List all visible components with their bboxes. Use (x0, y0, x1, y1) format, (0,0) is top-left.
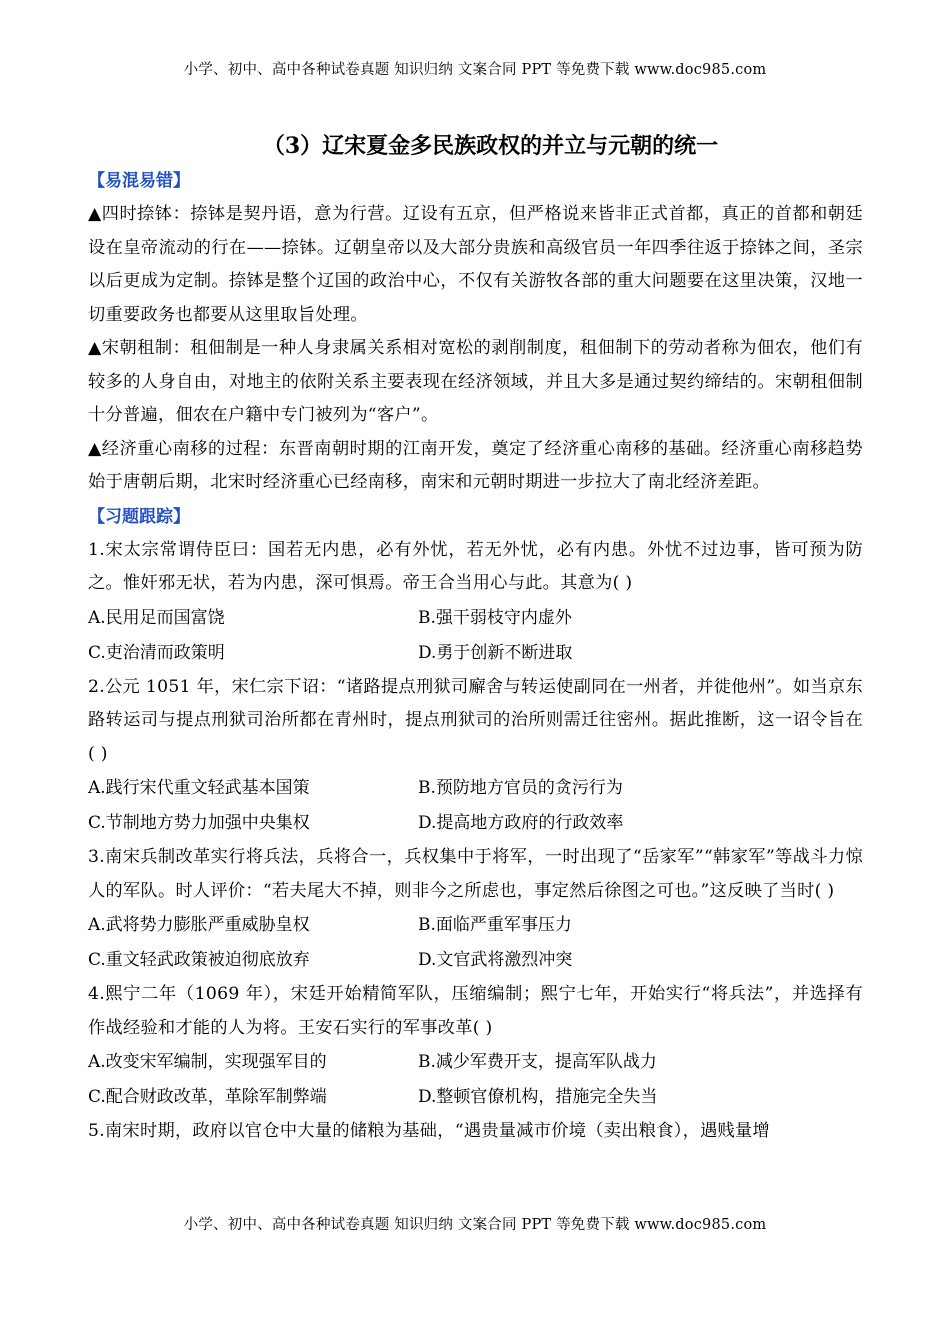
question-2 (88, 671, 863, 842)
question-stem: 3.南宋兵制改革实行将兵法，兵将合一，兵权集中于将军，一时出现了“岳家军”“韩家军”等战斗力惊人的军队。时人评价：“若夫尾大不掉，则非今之所虑也，事定然后徐图之可也。”这反映了当时( ) (88, 847, 863, 901)
option-c: C.吏治清而政策明 (88, 642, 225, 663)
option-a: A.践行宋代重文轻武基本国策 (88, 778, 310, 798)
section-heading-exercises: 【习题跟踪】 (88, 506, 190, 527)
option-a: A.武将势力膨胀严重威胁皇权 (88, 915, 310, 935)
document-body (88, 128, 863, 1149)
page-footer: 小学、初中、高中各种试卷真题 知识归纳 文案合同 PPT 等免费下载 www.doc985.com (183, 1217, 767, 1233)
question-4 (88, 978, 863, 1115)
page-title: （3）辽宋夏金多民族政权的并立与元朝的统一 (262, 133, 719, 159)
option-d: D.勇于创新不断进取 (418, 642, 573, 663)
question-stem: 1.宋太宗常谓侍臣曰：国若无内患，必有外忧，若无外忧，必有内患。外忧不过边事，皆可预为防之。惟奸邪无状，若为内患，深可惧焉。帝王合当用心与此。其意为( ) (88, 539, 863, 593)
option-b: B.减少军费开支，提高军队战力 (418, 1052, 657, 1072)
option-d: D.整顿官僚机构，措施完全失当 (418, 1087, 658, 1107)
option-d: D.提高地方政府的行政效率 (418, 813, 624, 833)
question-3 (88, 841, 863, 978)
option-c: C.节制地方势力加强中央集权 (88, 813, 310, 833)
option-a: A.改变宋军编制，实现强军目的 (88, 1052, 327, 1072)
question-1 (88, 534, 863, 671)
section-heading-confusion: 【易混易错】 (88, 171, 190, 191)
question-stem: 4.熙宁二年（1069 年），宋廷开始精简军队，压缩编制；熙宁七年，开始实行“将兵法”，并选择有作战经验和才能的人为将。王安石实行的军事改革( ) (88, 984, 863, 1038)
option-a: A.民用足而国富饶 (88, 607, 225, 628)
option-d: D.文官武将激烈冲突 (418, 950, 573, 970)
option-c: C.配合财政改革，革除军制弊端 (88, 1087, 327, 1107)
question-stem: 2.公元 1051 年，宋仁宗下诏：“诸路提点刑狱司廨舍与转运使副同在一州者，并徙他州”。如当京东路转运司与提点刑狱司治所都在青州时，提点刑狱司的治所则需迁往密州。据此推断，这一诏令旨在( ) (88, 676, 863, 764)
note-paragraph: ▲宋朝租制：租佃制是一种人身隶属关系相对宽松的剥削制度，租佃制下的劳动者称为佃农，他们有较多的人身自由，对地主的依附关系主要表现在经济领域，并且大多是通过契约缔结的。宋朝租佃制十分普遍，佃农在户籍中专门被列为“客户”。 (88, 338, 863, 425)
option-b: B.预防地方官员的贪污行为 (418, 778, 623, 798)
option-b: B.强干弱枝守内虚外 (418, 607, 572, 628)
note-paragraph: ▲经济重心南移的过程：东晋南朝时期的江南开发，奠定了经济重心南移的基础。经济重心南移趋势始于唐朝后期，北宋时经济重心已经南移，南宋和元朝时期进一步拉大了南北经济差距。 (88, 438, 863, 492)
page-header: 小学、初中、高中各种试卷真题 知识归纳 文案合同 PPT 等免费下载 www.doc985.com (183, 62, 767, 78)
question-5-stem: 5.南宋时期，政府以官仓中大量的储粮为基础，“遇贵量减市价境（卖出粮食），遇贱量增 (88, 1121, 771, 1141)
option-c: C.重文轻武政策被迫彻底放弃 (88, 950, 310, 970)
option-b: B.面临严重军事压力 (418, 915, 572, 935)
note-paragraph: ▲四时捺钵：捺钵是契丹语，意为行营。辽设有五京，但严格说来皆非正式首都，真正的首都和朝廷设在皇帝流动的行在——捺钵。辽朝皇帝以及大部分贵族和高级官员一年四季往返于捺钵之间，圣宗以后更成为定制。捺钵是整个辽国的政治中心，不仅有关游牧各部的重大问题要在这里决策，汉地一切重要政务也都要从这里取旨处理。 (88, 204, 863, 325)
